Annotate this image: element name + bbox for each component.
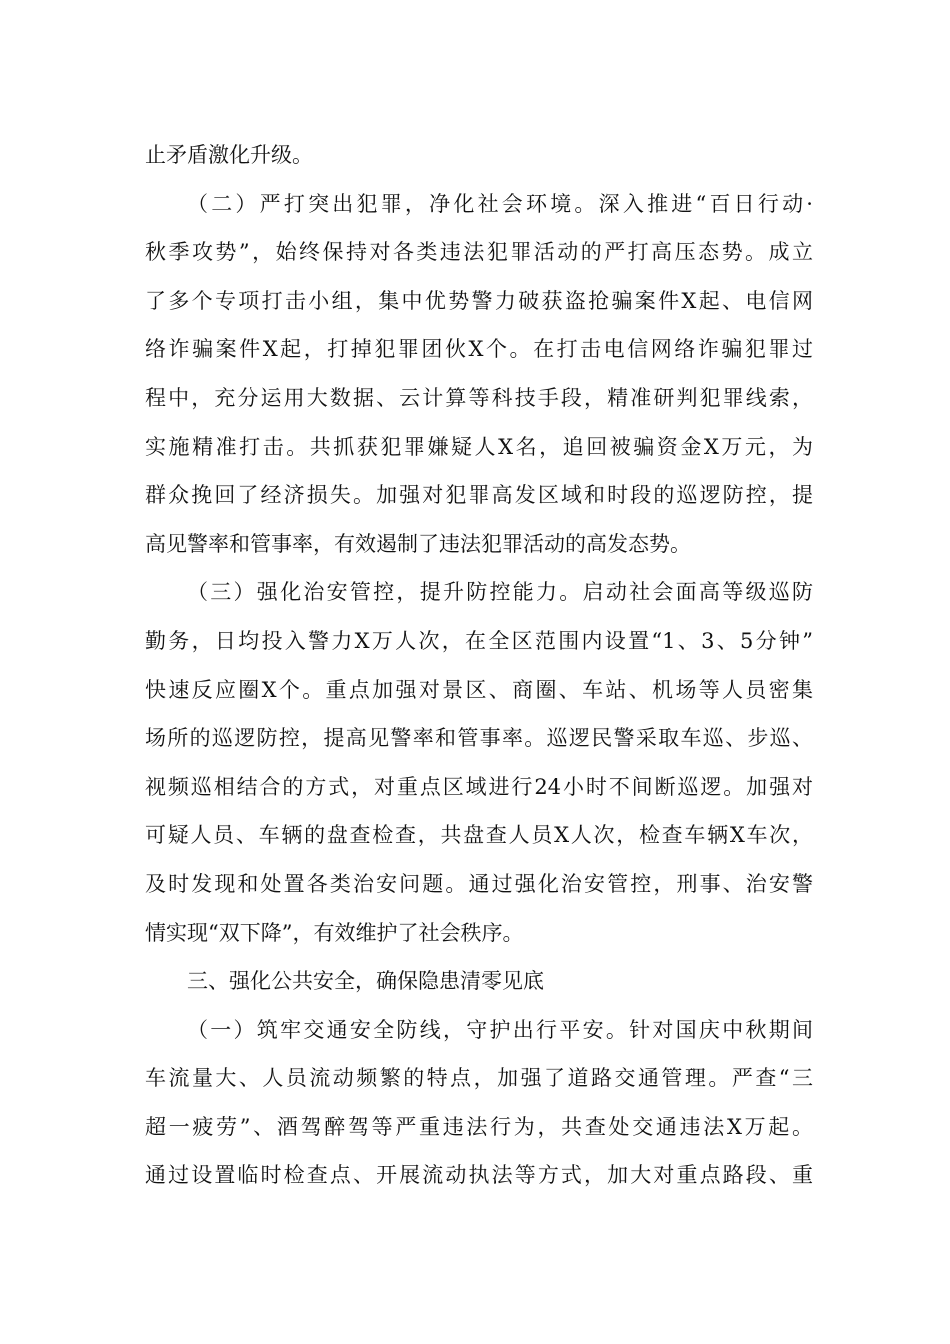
paragraph-line: 止矛盾激化升级。 (145, 143, 313, 167)
paragraph-line: 了多个专项打击小组，集中优势警力破获盗抢骗案件X起、电信网 (145, 288, 813, 313)
paragraph-line: 快速反应圈X个。重点加强对景区、商圈、车站、机场等人员密集 (145, 677, 813, 702)
paragraph-line: 及时发现和处置各类治安问题。通过强化治安管控，刑事、治安警 (145, 871, 813, 896)
paragraph-line: 车流量大、人员流动频繁的特点，加强了道路交通管理。严查“三 (145, 1066, 813, 1091)
paragraph-line: 程中，充分运用大数据、云计算等科技手段，精准研判犯罪线索， (145, 385, 813, 410)
paragraph-line: 高见警率和管事率，有效遏制了违法犯罪活动的高发态势。 (145, 531, 691, 556)
paragraph-line: 群众挽回了经济损失。加强对犯罪高发区域和时段的巡逻防控，提 (145, 483, 813, 508)
document-body (145, 131, 813, 1200)
paragraph-line: （一）筑牢交通安全防线，守护出行平安。针对国庆中秋期间 (187, 1017, 813, 1042)
paragraph-line: （二）严打突出犯罪，净化社会环境。深入推进“百日行动· (187, 191, 813, 216)
paragraph-line: 通过设置临时检查点、开展流动执法等方式，加大对重点路段、重 (145, 1163, 813, 1188)
paragraph-line: 勤务，日均投入警力X万人次，在全区范围内设置“1、3、5分钟” (145, 628, 813, 653)
paragraph-line: 超一疲劳”、酒驾醉驾等严重违法行为，共查处交通违法X万起。 (145, 1114, 813, 1139)
paragraph-line: 络诈骗案件X起，打掉犯罪团伙X个。在打击电信网络诈骗犯罪过 (145, 337, 813, 362)
paragraph-line: （三）强化治安管控，提升防控能力。启动社会面高等级巡防 (187, 580, 813, 605)
paragraph-line: 秋季攻势”，始终保持对各类违法犯罪活动的严打高压态势。成立 (145, 240, 813, 265)
section-heading: 三、强化公共安全，确保隐患清零见底 (187, 969, 544, 994)
paragraph-line: 情实现“双下降”，有效维护了社会秩序。 (145, 920, 524, 945)
paragraph-line: 实施精准打击。共抓获犯罪嫌疑人X名，追回被骗资金X万元，为 (145, 434, 813, 459)
paragraph-line: 可疑人员、车辆的盘查检查，共盘查人员X人次，检查车辆X车次， (145, 823, 813, 848)
paragraph-line: 场所的巡逻防控，提高见警率和管事率。巡逻民警采取车巡、步巡、 (145, 726, 813, 751)
paragraph-line: 视频巡相结合的方式，对重点区域进行24小时不间断巡逻。加强对 (145, 774, 813, 799)
